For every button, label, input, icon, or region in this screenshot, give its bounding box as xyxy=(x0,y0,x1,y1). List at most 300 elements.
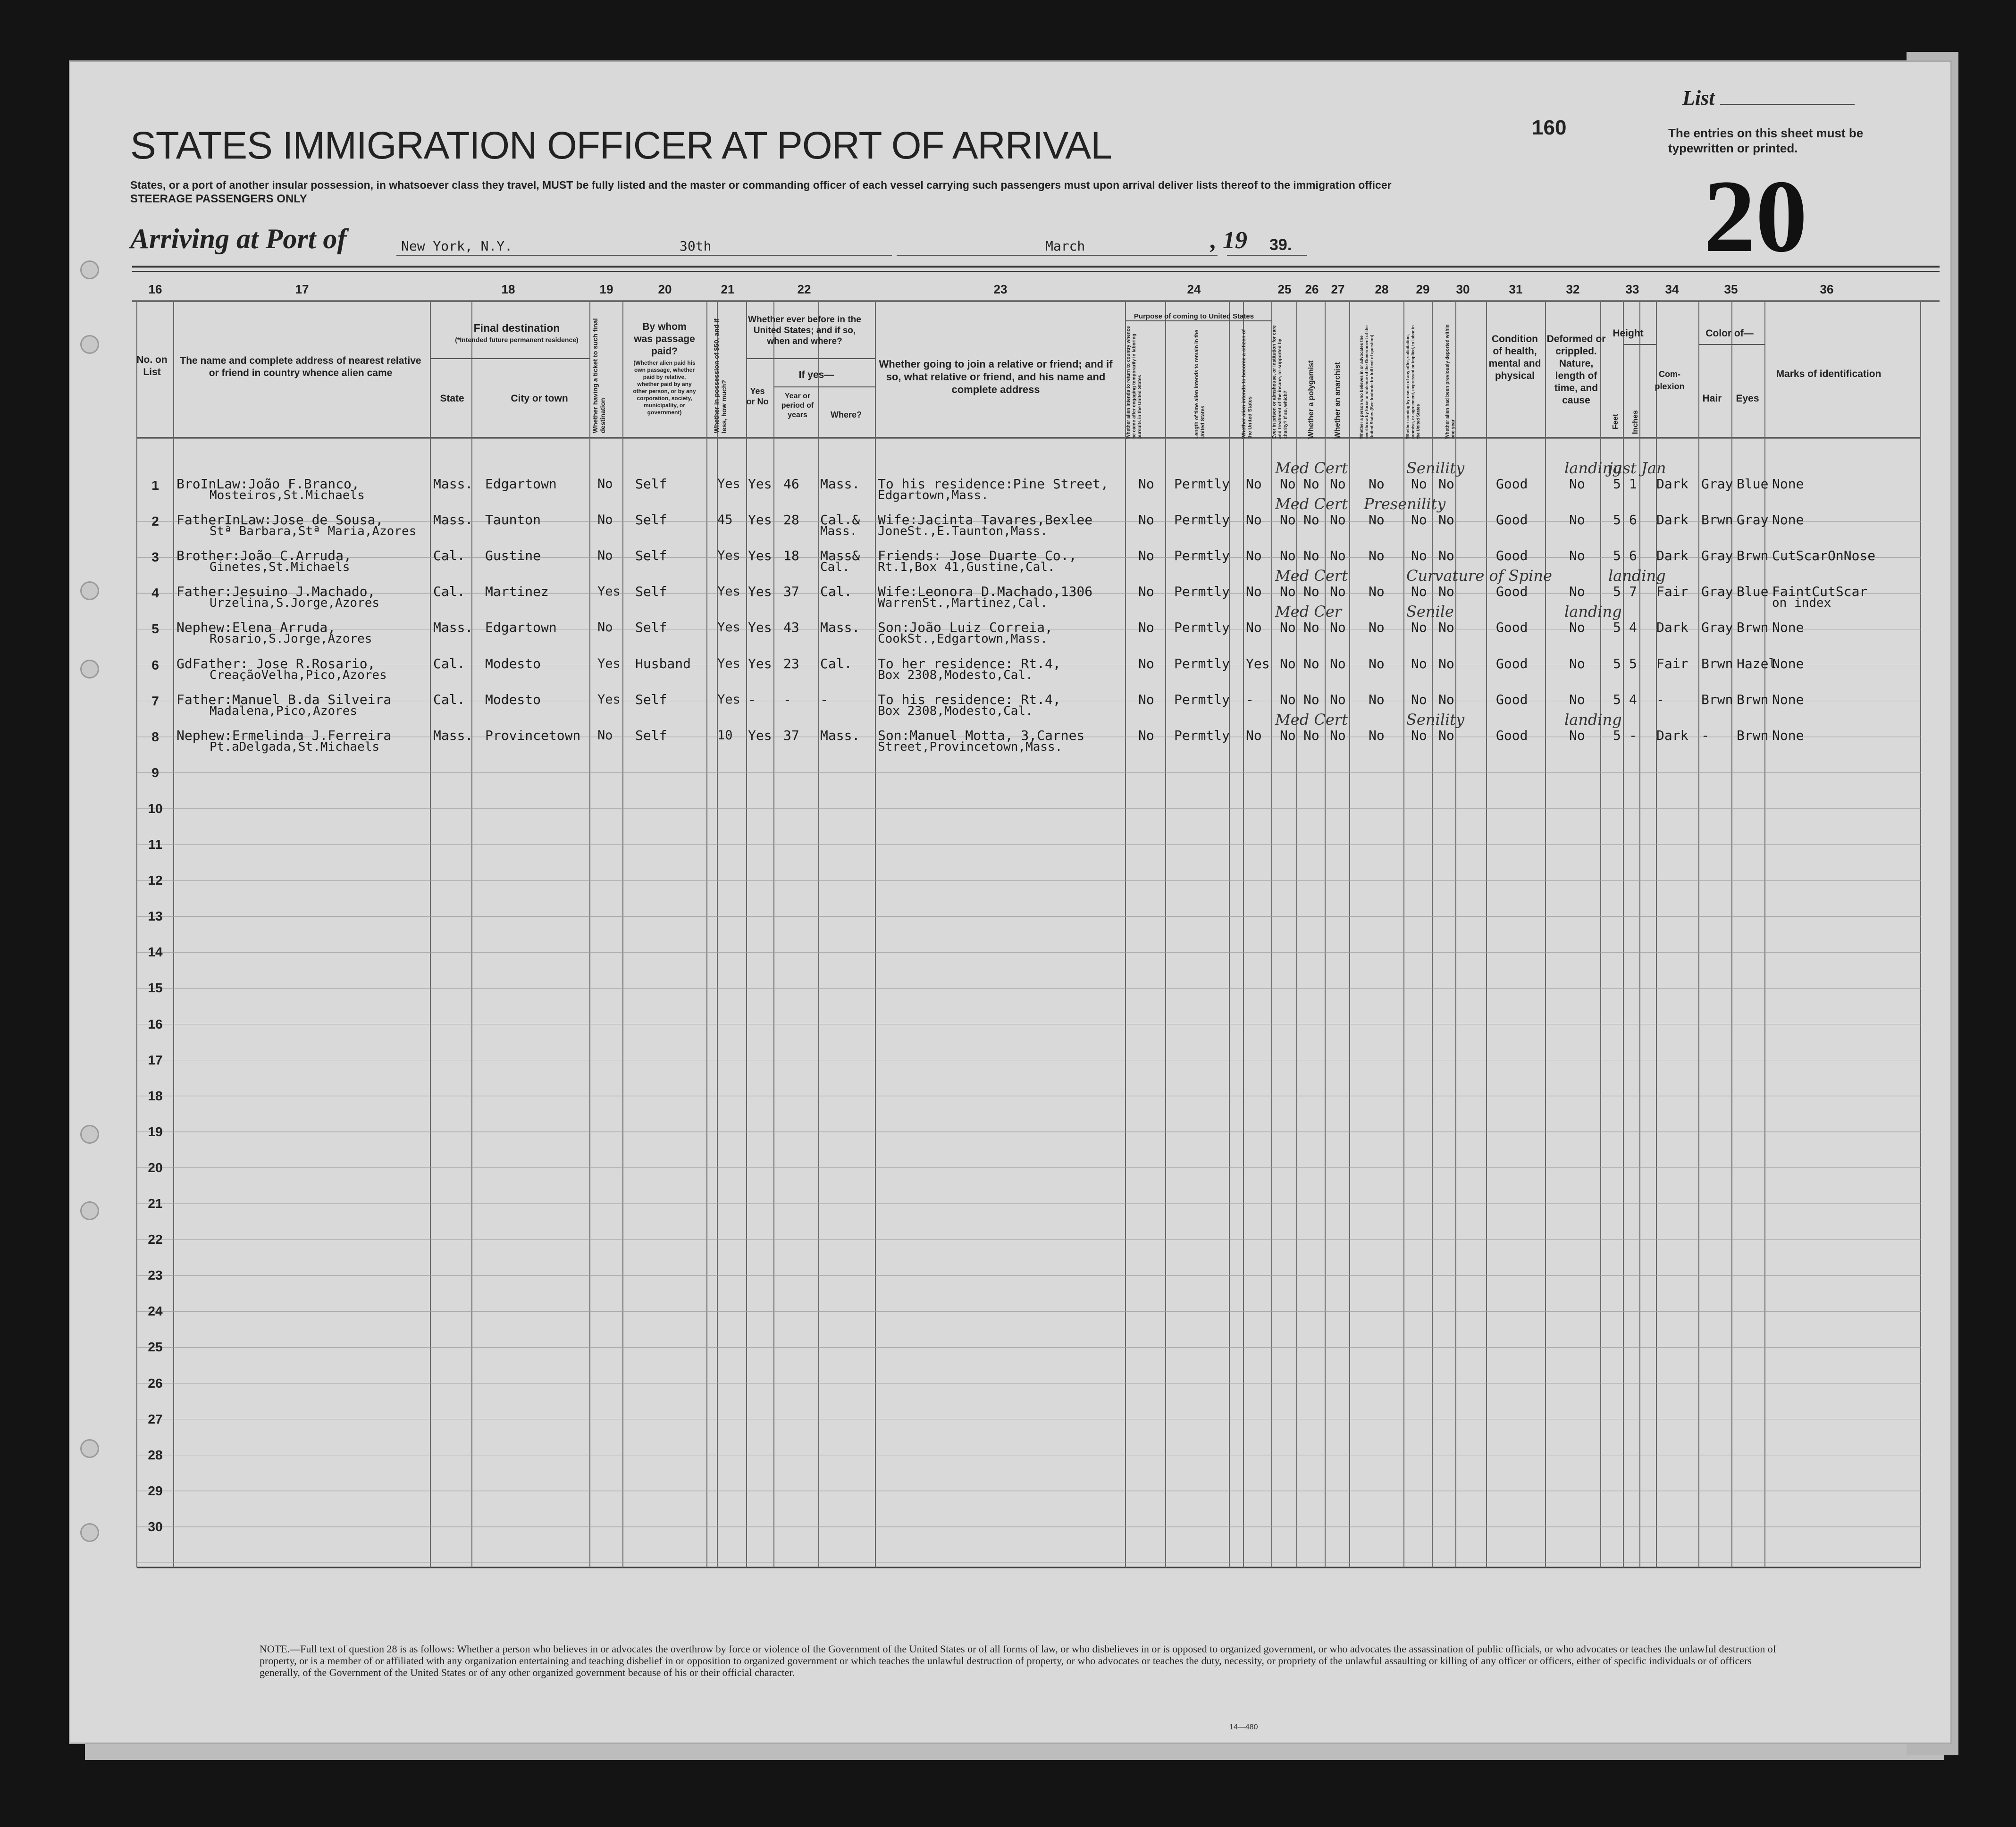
row-number: 28 xyxy=(148,1447,163,1462)
row-number: 6 xyxy=(151,657,159,672)
cell-before: Yes xyxy=(748,727,772,743)
handwritten-note: Med Cert xyxy=(1275,567,1348,585)
cell-contract: No xyxy=(1411,548,1427,564)
cell-citizen: Yes xyxy=(1246,655,1270,671)
cell-relative: FatherInLaw:Jose de Sousa, xyxy=(176,512,384,528)
cell-return: No xyxy=(1138,584,1154,600)
cell-health: Good xyxy=(1496,655,1528,671)
row-number: 22 xyxy=(148,1232,163,1247)
cell-deformed: No xyxy=(1569,727,1585,743)
header-final-destination-note: (*Intended future permanent residence) xyxy=(455,336,579,344)
list-underline xyxy=(1720,104,1855,105)
cell-state: Cal. xyxy=(433,655,465,671)
row-number: 23 xyxy=(148,1268,163,1283)
column-number: 19 xyxy=(599,282,613,296)
header-marks: Marks of identification xyxy=(1776,369,1882,379)
cell-where: Cal. xyxy=(820,584,852,600)
cell-paid: Self xyxy=(635,620,667,636)
cell-relative: Brother:João C.Arruda, xyxy=(176,548,352,564)
header-paid-by: By whom was passage paid? xyxy=(634,321,695,357)
cell-feet: 5 xyxy=(1613,584,1621,600)
cell-return: No xyxy=(1138,512,1154,528)
cell-deformed: No xyxy=(1569,691,1585,707)
header-feet: Feet xyxy=(1612,414,1620,429)
cell-years: 46 xyxy=(783,476,799,492)
cell-paid: Self xyxy=(635,727,667,743)
cell-length: Permtly xyxy=(1174,512,1230,528)
cell-where: Mass. xyxy=(820,476,860,492)
cell-money: Yes xyxy=(717,584,740,599)
cell-state: Mass. xyxy=(433,476,473,492)
header-yes-or-no: Yes or No xyxy=(746,386,769,406)
cell-deported: No xyxy=(1438,691,1454,707)
cell-relative: GdFather: Jose R.Rosario, xyxy=(176,655,376,671)
entries-note: The entries on this sheet must be typewritten or printed. xyxy=(1668,126,1864,155)
row-number: 5 xyxy=(151,621,159,637)
cell-inches: 6 xyxy=(1629,512,1637,528)
row-number: 14 xyxy=(148,945,163,960)
header-city: City or town xyxy=(511,393,568,404)
cell-eyes: Brwn xyxy=(1737,548,1769,564)
cell-money: 45 xyxy=(717,512,733,528)
cell-join: Wife:Leonora D.Machado,1306 xyxy=(878,584,1093,600)
cell-relative: Madalena,Pico,Azores xyxy=(210,704,358,718)
month-line xyxy=(897,255,1218,256)
cell-contract: No xyxy=(1411,655,1427,671)
cell-anarch: No xyxy=(1330,512,1346,528)
cell-complexion: Fair xyxy=(1656,655,1688,671)
handwritten-note: Med Cert xyxy=(1275,495,1348,513)
cell-feet: 5 xyxy=(1613,620,1621,636)
handwritten-note: Med Cert xyxy=(1275,459,1348,477)
cell-state: Cal. xyxy=(433,584,465,600)
port-value: New York, N.Y. xyxy=(401,238,513,254)
cell-relative: Stª Barbara,Stª Maria,Azores xyxy=(210,524,417,539)
cell-prison: No xyxy=(1280,548,1296,564)
row-number: 1 xyxy=(151,478,159,493)
cell-return: No xyxy=(1138,620,1154,636)
cell-join: Son:Manuel Motta, 3,Carnes xyxy=(878,727,1085,743)
header-height: Height xyxy=(1613,328,1644,339)
cell-citizen: No xyxy=(1246,584,1262,600)
cell-city: Taunton xyxy=(485,512,541,528)
cell-join: To his residence:Pine Street, xyxy=(878,476,1109,492)
header-money: Whether in possession of $50, and if less, how much? xyxy=(713,318,728,433)
cell-inches: 1 xyxy=(1629,476,1637,492)
sheet-number: 20 xyxy=(1704,159,1807,274)
cell-length: Permtly xyxy=(1174,476,1230,492)
cell-years: 28 xyxy=(783,512,799,528)
cell-deformed: No xyxy=(1569,512,1585,528)
cell-health: Good xyxy=(1496,548,1528,564)
cell-years: 37 xyxy=(783,727,799,743)
cell-overthrow: No xyxy=(1369,620,1385,636)
cell-join: To her residence: Rt.4, xyxy=(878,655,1061,671)
cell-state: Mass. xyxy=(433,512,473,528)
cell-citizen: No xyxy=(1246,620,1262,636)
cell-years: 23 xyxy=(783,655,799,671)
cell-hair: Brwn xyxy=(1701,512,1733,528)
footnote: NOTE.—Full text of question 28 is as follows: Whether a person who believes in or advocates the overthrow by force or violence of the Government of the United States or of all forms of law, or who disbelieves in or is opposed to organized government, or who advocates the assassination of public officials, or who advocates or teaches the unlawful destruction of property, or is a member of or affiliated with any organization entertaining and teaching disbelief in or opposition to organized government or which teaches the unlawful destruction of property, or who advocates or teaches the duty, necessity, or propriety of the unlawful assaulting or killing of any officer or officers, either of specific individuals or of officers generally, of the Government of the United States or of any other organized government because of his or their official character. xyxy=(260,1643,1777,1678)
cell-hair: Gray xyxy=(1701,620,1733,636)
punch-hole xyxy=(80,1125,99,1144)
cell-prison: No xyxy=(1280,620,1296,636)
cell-deformed: No xyxy=(1569,655,1585,671)
cell-ticket: No xyxy=(597,728,613,743)
handwritten-note: Med Cer xyxy=(1275,603,1342,621)
cell-prison: No xyxy=(1280,584,1296,600)
arriving-label: Arriving at Port of xyxy=(130,223,347,254)
cell-deported: No xyxy=(1438,548,1454,564)
cell-relative: Ginetes,St.Michaels xyxy=(210,560,350,575)
cell-feet: 5 xyxy=(1613,655,1621,671)
column-number: 23 xyxy=(993,282,1008,296)
cell-before: Yes xyxy=(748,512,772,528)
cell-overthrow: No xyxy=(1369,655,1385,671)
steerage-label: STEERAGE PASSENGERS ONLY xyxy=(130,193,307,205)
header-complexion: Com-plexion xyxy=(1655,369,1685,391)
header-length-stay: Length of time alien intends to remain in the United States xyxy=(1194,329,1206,439)
cell-anarch: No xyxy=(1330,655,1346,671)
handwritten-note: just Jan xyxy=(1608,459,1666,477)
cell-ticket: Yes xyxy=(597,692,621,707)
cell-health: Good xyxy=(1496,691,1528,707)
cell-length: Permtly xyxy=(1174,655,1230,671)
year-prefix: , 19 xyxy=(1210,227,1247,254)
cell-overthrow: No xyxy=(1369,584,1385,600)
cell-marks: on index xyxy=(1772,596,1831,611)
row-number: 26 xyxy=(148,1375,163,1391)
cell-eyes: Hazel xyxy=(1737,655,1777,671)
row-number: 24 xyxy=(148,1304,163,1319)
header-purpose: Purpose of coming to United States xyxy=(1134,312,1254,320)
cell-where: Cal.& xyxy=(820,512,860,528)
month-value: March xyxy=(1045,238,1085,254)
cell-paid: Self xyxy=(635,512,667,528)
cell-anarch: No xyxy=(1330,691,1346,707)
cell-feet: 5 xyxy=(1613,727,1621,743)
header-contract: Whether coming by reason of any offer, solicitation, promise, or agreement, expressed or implied, to labor in the United States xyxy=(1405,325,1420,439)
punch-hole xyxy=(80,335,99,354)
cell-join: Street,Provincetown,Mass. xyxy=(878,739,1063,754)
row-number: 21 xyxy=(148,1196,163,1211)
cell-length: Permtly xyxy=(1174,620,1230,636)
column-number: 27 xyxy=(1331,282,1345,296)
cell-inches: 4 xyxy=(1629,620,1637,636)
cell-citizen: No xyxy=(1246,476,1262,492)
cell-money: Yes xyxy=(717,620,740,635)
cell-health: Good xyxy=(1496,512,1528,528)
cell-polyg: No xyxy=(1303,655,1319,671)
handwritten-note: landing xyxy=(1564,603,1622,621)
cell-anarch: No xyxy=(1330,584,1346,600)
cell-feet: 5 xyxy=(1613,548,1621,564)
cell-health: Good xyxy=(1496,727,1528,743)
row-number: 20 xyxy=(148,1160,163,1175)
row-number: 15 xyxy=(148,981,163,996)
list-label: List xyxy=(1682,86,1715,109)
handwritten-note: Med Cert xyxy=(1275,710,1348,729)
cell-health: Good xyxy=(1496,620,1528,636)
cell-prison: No xyxy=(1280,655,1296,671)
cell-contract: No xyxy=(1411,584,1427,600)
cell-eyes: Brwn xyxy=(1737,620,1769,636)
cell-polyg: No xyxy=(1303,584,1319,600)
header-overthrow: Whether a person who believes in or advocates the overthrow by force or violence of the Government of the United States (See footnote for full text of question) xyxy=(1359,325,1374,439)
cell-deported: No xyxy=(1438,620,1454,636)
page-title: STATES IMMIGRATION OFFICER AT PORT OF ARRIVAL xyxy=(130,124,1112,167)
cell-join: JoneSt.,E.Taunton,Mass. xyxy=(878,524,1048,539)
handwritten-note: Senility xyxy=(1406,459,1465,477)
cell-complexion: Dark xyxy=(1656,548,1688,564)
cell-complexion: Dark xyxy=(1656,620,1688,636)
header-before-us: Whether ever before in the United States; and if so, when and where? xyxy=(748,315,861,346)
cell-before: Yes xyxy=(748,476,772,492)
handwritten-note: Senile xyxy=(1406,603,1454,621)
cell-join: Son:João Luiz Correia, xyxy=(878,620,1053,636)
punch-hole xyxy=(80,260,99,279)
cell-city: Modesto xyxy=(485,691,541,707)
cell-marks: None xyxy=(1772,727,1804,743)
cell-join: Rt.1,Box 41,Gustine,Cal. xyxy=(878,560,1055,575)
row-number: 16 xyxy=(148,1016,163,1031)
cell-polyg: No xyxy=(1303,476,1319,492)
cell-hair: Brwn xyxy=(1701,655,1733,671)
header-deported: Whether alien had been previously deported within one year xyxy=(1445,324,1456,439)
cell-join: Friends: Jose Duarte Co., xyxy=(878,548,1077,564)
cell-years: 18 xyxy=(783,548,799,564)
column-number: 18 xyxy=(501,282,515,296)
header-final-destination: Final destination xyxy=(473,322,560,334)
row-number: 10 xyxy=(148,801,163,816)
form-id: 14—480 xyxy=(1229,1723,1258,1731)
cell-city: Edgartown xyxy=(485,476,557,492)
cell-ticket: Yes xyxy=(597,584,621,599)
cell-ticket: No xyxy=(597,620,613,635)
column-number: 32 xyxy=(1566,282,1580,296)
cell-ticket: Yes xyxy=(597,656,621,671)
cell-hair: Brwn xyxy=(1701,691,1733,707)
row-number: 2 xyxy=(151,514,159,529)
cell-relative: Father:Manuel B.da Silveira xyxy=(176,691,392,707)
cell-citizen: No xyxy=(1246,512,1262,528)
column-number: 31 xyxy=(1509,282,1523,296)
year-suffix: 39. xyxy=(1269,236,1292,254)
cell-return: No xyxy=(1138,655,1154,671)
header-hair: Hair xyxy=(1702,393,1722,404)
cell-anarch: No xyxy=(1330,727,1346,743)
cell-health: Good xyxy=(1496,476,1528,492)
handwritten-note: landing xyxy=(1608,567,1666,585)
cell-overthrow: No xyxy=(1369,548,1385,564)
cell-inches: - xyxy=(1629,727,1637,743)
header-deformed: Deformed or crippled. Nature, length of time, and cause xyxy=(1546,334,1606,406)
cell-marks: FaintCutScar xyxy=(1772,584,1868,600)
handwritten-note: Curvature of Spine xyxy=(1406,567,1552,585)
cell-polyg: No xyxy=(1303,512,1319,528)
cell-where: - xyxy=(820,691,828,707)
column-number: 20 xyxy=(658,282,672,296)
cell-where: Mass& xyxy=(820,548,860,564)
header-state: State xyxy=(440,393,464,404)
cell-state: Mass. xyxy=(433,620,473,636)
punch-hole xyxy=(80,1439,99,1458)
cell-anarch: No xyxy=(1330,620,1346,636)
cell-polyg: No xyxy=(1303,548,1319,564)
cell-citizen: No xyxy=(1246,548,1262,564)
cell-relative: BroInLaw:João F.Branco, xyxy=(176,476,360,492)
cell-join: Edgartown,Mass. xyxy=(878,488,989,503)
header-anarchist: Whether an anarchist xyxy=(1334,362,1342,439)
cell-contract: No xyxy=(1411,691,1427,707)
row-number: 3 xyxy=(151,550,159,565)
cell-paid: Self xyxy=(635,584,667,600)
handwritten-note: Presenility xyxy=(1364,495,1446,513)
cell-deported: No xyxy=(1438,727,1454,743)
column-number: 24 xyxy=(1187,282,1201,296)
header-citizen: Whether alien intends to become a citizen of the United States xyxy=(1241,329,1253,439)
row-number: 27 xyxy=(148,1411,163,1426)
row-number: 30 xyxy=(148,1519,163,1534)
row-number: 19 xyxy=(148,1124,163,1139)
cell-deformed: No xyxy=(1569,548,1585,564)
row-number: 17 xyxy=(148,1052,163,1067)
cell-state: Mass. xyxy=(433,727,473,743)
cell-deported: No xyxy=(1438,584,1454,600)
handwritten-note: Senility xyxy=(1406,710,1465,729)
cell-relative: Nephew:Elena Arruda, xyxy=(176,620,336,636)
cell-inches: 4 xyxy=(1629,691,1637,707)
cell-join: To his residence: Rt.4, xyxy=(878,691,1061,707)
row-number: 8 xyxy=(151,729,159,744)
header-prison: Ever in prison or almshouse, or institution for care and treatment of the insane, or supported by charity? If so, which? xyxy=(1272,325,1288,439)
cell-paid: Self xyxy=(635,476,667,492)
cell-marks: CutScarOnNose xyxy=(1772,548,1876,564)
header-ticket: Whether having a ticket to such final destination xyxy=(591,318,606,433)
cell-state: Cal. xyxy=(433,548,465,564)
cell-before: Yes xyxy=(748,655,772,671)
cell-inches: 7 xyxy=(1629,584,1637,600)
cell-ticket: No xyxy=(597,548,613,563)
column-number: 33 xyxy=(1625,282,1639,296)
cell-before: Yes xyxy=(748,548,772,564)
cell-state: Cal. xyxy=(433,691,465,707)
cell-marks: None xyxy=(1772,620,1804,636)
column-number: 17 xyxy=(295,282,309,296)
handwritten-note: landing xyxy=(1564,710,1622,729)
cell-marks: None xyxy=(1772,691,1804,707)
cell-hair: Gray xyxy=(1701,584,1733,600)
header-color-of: Color of— xyxy=(1705,328,1754,339)
header-if-yes: If yes— xyxy=(798,369,834,380)
cell-where: Mass. xyxy=(820,524,857,539)
cell-overthrow: No xyxy=(1369,476,1385,492)
column-number: 26 xyxy=(1305,282,1319,296)
cell-prison: No xyxy=(1280,727,1296,743)
cell-relative: Nephew:Ermelinda J.Ferreira xyxy=(176,727,392,743)
port-line xyxy=(396,255,892,256)
cell-anarch: No xyxy=(1330,548,1346,564)
row-number: 18 xyxy=(148,1088,163,1103)
cell-before: Yes xyxy=(748,620,772,636)
cell-marks: None xyxy=(1772,476,1804,492)
day-value: 30th xyxy=(680,238,712,254)
header-year-period: Year or period of years xyxy=(781,392,814,419)
cell-relative: Rosario,S.Jorge,Azores xyxy=(210,632,372,646)
cell-where: Cal. xyxy=(820,655,852,671)
cell-join: Box 2308,Modesto,Cal. xyxy=(878,668,1033,682)
cell-anarch: No xyxy=(1330,476,1346,492)
cell-overthrow: No xyxy=(1369,512,1385,528)
header-where: Where? xyxy=(830,410,862,419)
cell-where: Mass. xyxy=(820,727,860,743)
cell-money: Yes xyxy=(717,656,740,671)
cell-contract: No xyxy=(1411,476,1427,492)
punch-hole xyxy=(80,1201,99,1220)
cell-prison: No xyxy=(1280,476,1296,492)
cell-deported: No xyxy=(1438,655,1454,671)
cell-city: Gustine xyxy=(485,548,541,564)
cell-contract: No xyxy=(1411,620,1427,636)
cell-hair: Gray xyxy=(1701,476,1733,492)
cell-eyes: Blue xyxy=(1737,476,1769,492)
cell-inches: 5 xyxy=(1629,655,1637,671)
cell-money: 10 xyxy=(717,728,733,743)
column-number: 35 xyxy=(1724,282,1738,296)
cell-polyg: No xyxy=(1303,691,1319,707)
cell-prison: No xyxy=(1280,512,1296,528)
cell-citizen: - xyxy=(1246,691,1254,707)
cell-length: Permtly xyxy=(1174,691,1230,707)
cell-join: Wife:Jacinta Tavares,Bexlee xyxy=(878,512,1093,528)
list-number: 160 xyxy=(1532,116,1567,139)
column-number: 36 xyxy=(1820,282,1834,296)
cell-years: 37 xyxy=(783,584,799,600)
cell-complexion: Dark xyxy=(1656,727,1688,743)
cell-paid: Self xyxy=(635,548,667,564)
punch-hole xyxy=(80,581,99,600)
column-number: 30 xyxy=(1456,282,1470,296)
handwritten-note: landing xyxy=(1564,459,1622,477)
column-number: 22 xyxy=(797,282,811,296)
cell-before: Yes xyxy=(748,584,772,600)
cell-eyes: Brwn xyxy=(1737,727,1769,743)
cell-eyes: Blue xyxy=(1737,584,1769,600)
cell-overthrow: No xyxy=(1369,727,1385,743)
row-number: 9 xyxy=(151,765,159,780)
punch-hole xyxy=(80,660,99,679)
cell-prison: No xyxy=(1280,691,1296,707)
cell-relative: Pt.aDelgada,St.Michaels xyxy=(210,739,380,754)
header-condition: Condition of health, mental and physical xyxy=(1488,334,1541,381)
cell-money: Yes xyxy=(717,548,740,563)
punch-hole xyxy=(80,1523,99,1542)
cell-feet: 5 xyxy=(1613,476,1621,492)
row-number: 12 xyxy=(148,873,163,888)
cell-contract: No xyxy=(1411,727,1427,743)
cell-join: CookSt.,Edgartown,Mass. xyxy=(878,632,1048,646)
row-number: 7 xyxy=(151,693,159,708)
header-no-on-list: No. on List xyxy=(136,354,168,377)
cell-return: No xyxy=(1138,727,1154,743)
cell-join: Box 2308,Modesto,Cal. xyxy=(878,704,1033,718)
cell-feet: 5 xyxy=(1613,512,1621,528)
cell-deported: No xyxy=(1438,512,1454,528)
column-number: 34 xyxy=(1665,282,1679,296)
row-number: 13 xyxy=(148,909,163,924)
column-number: 29 xyxy=(1416,282,1430,296)
row-number: 4 xyxy=(151,586,159,601)
